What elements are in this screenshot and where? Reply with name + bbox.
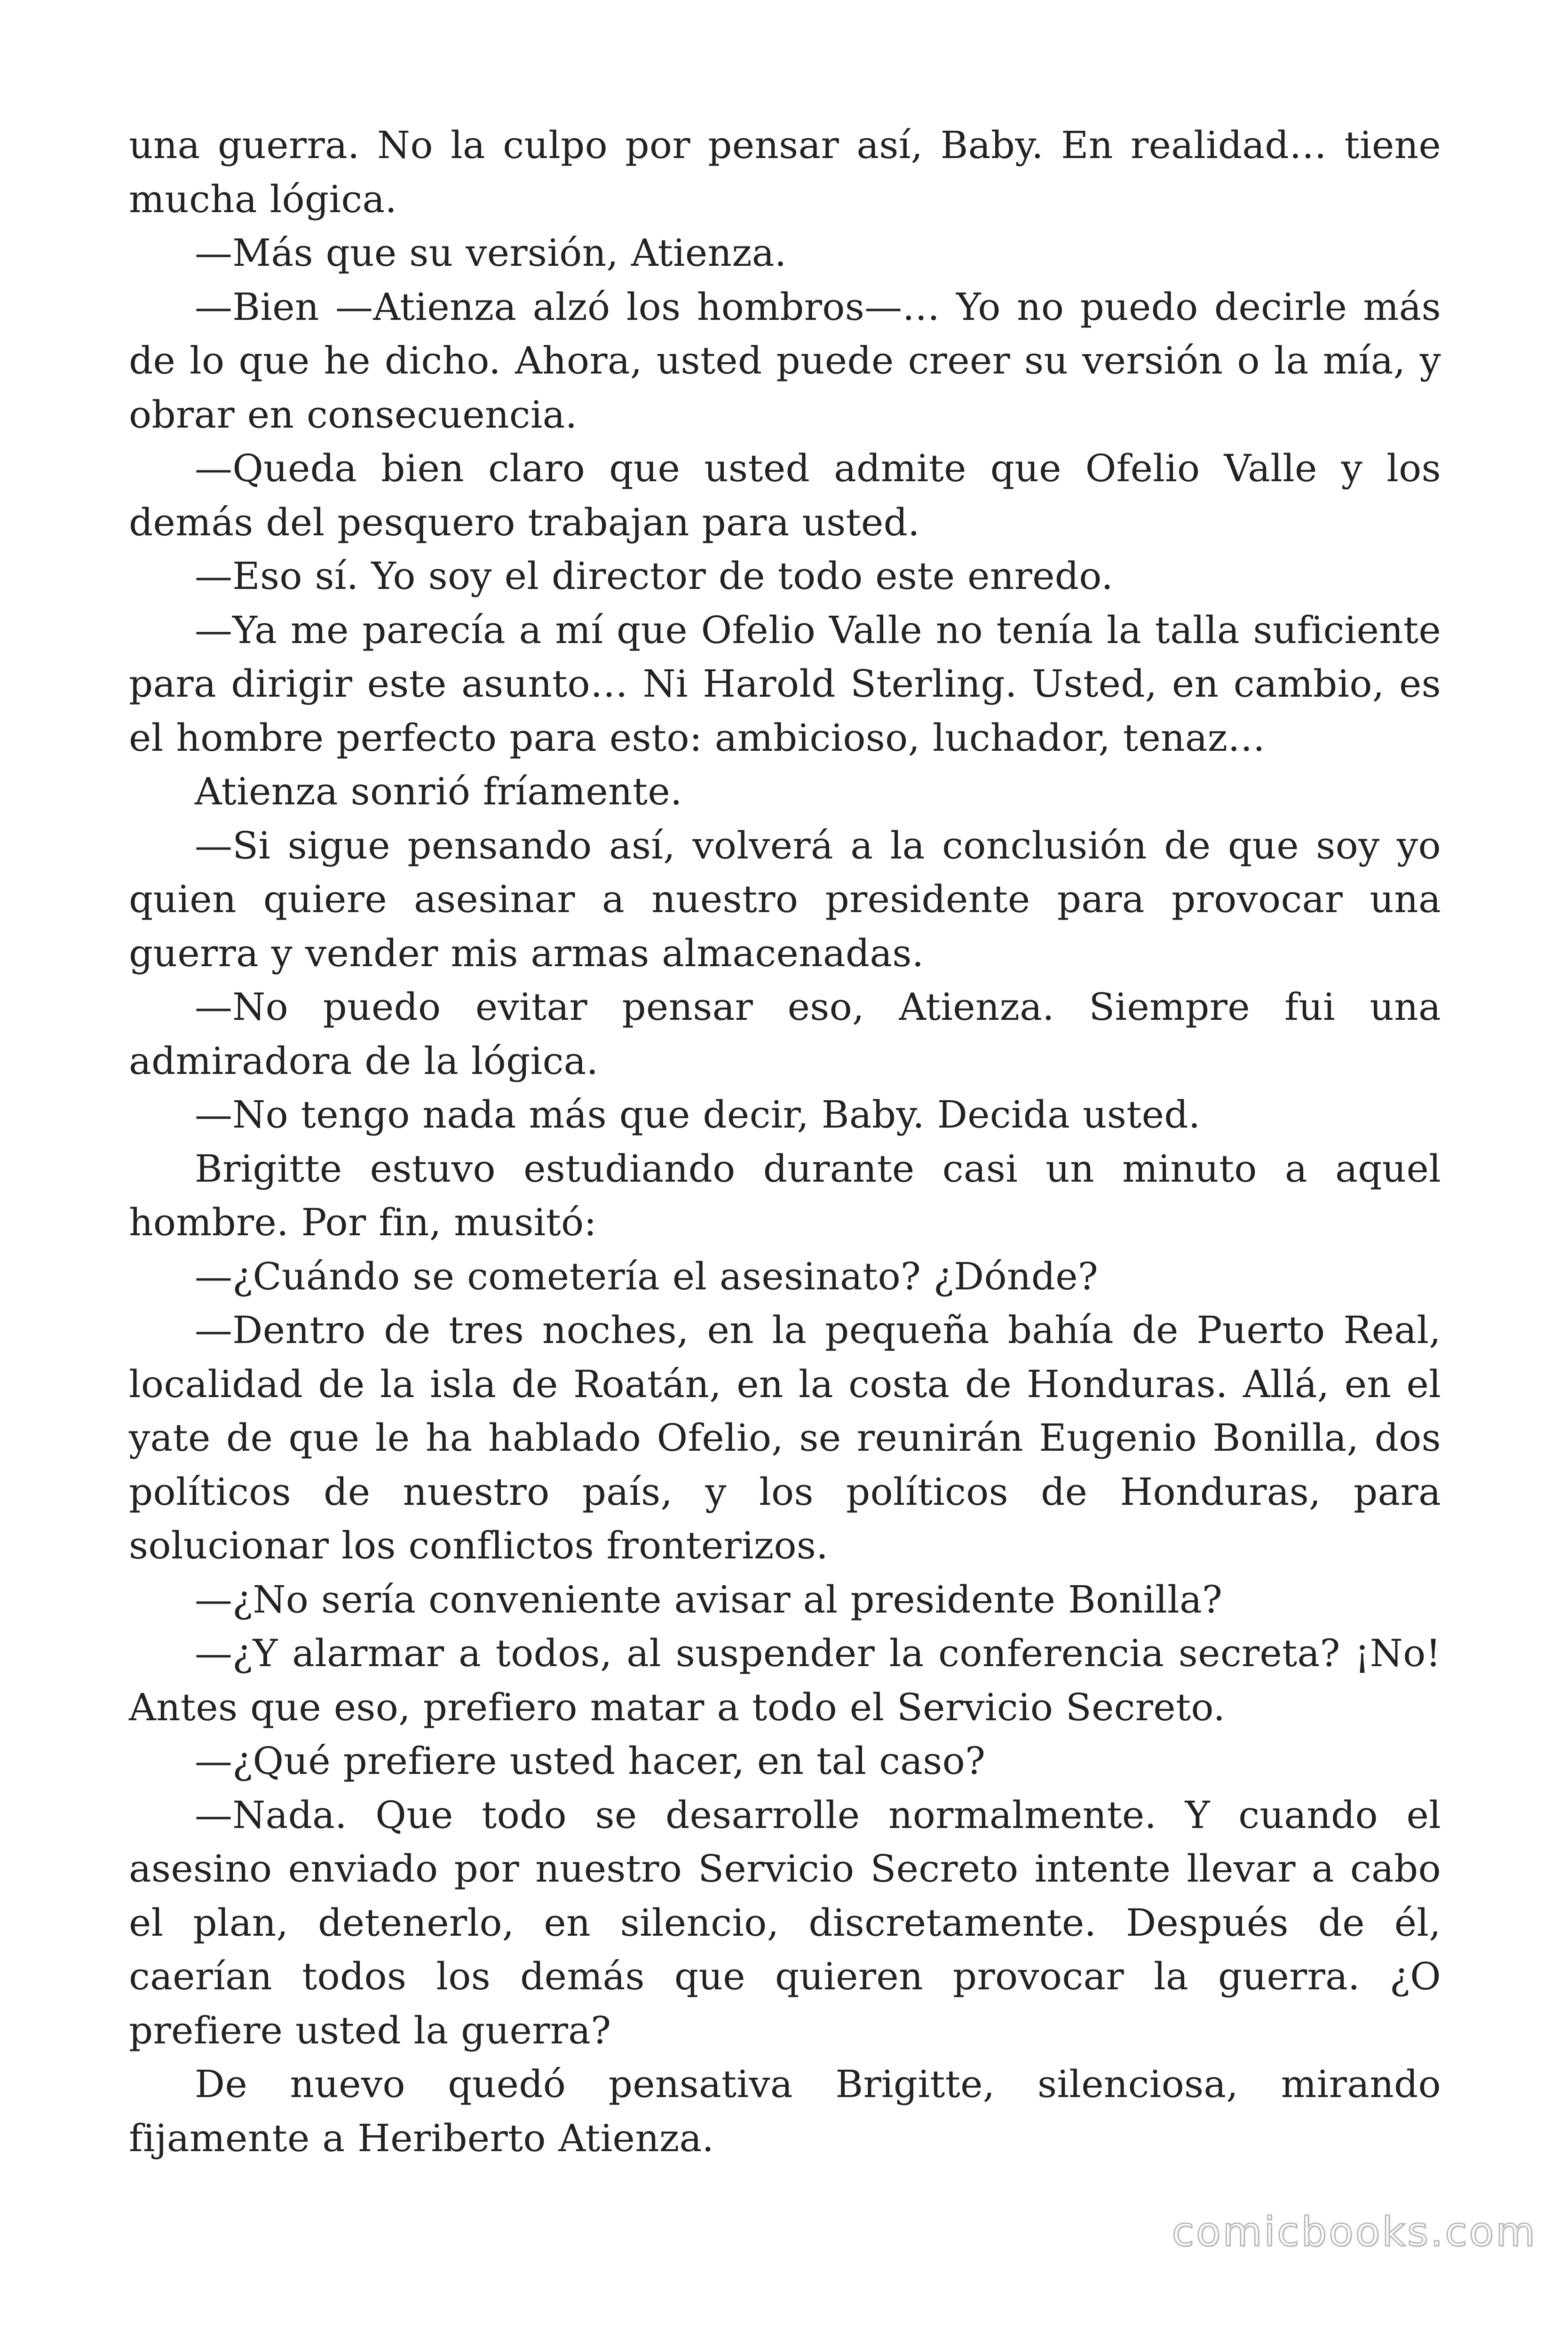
paragraph-11: Brigitte estuvo estudiando durante casi un minuto a aquel hombre. Por fin, musitó:: [129, 1146, 1441, 1244]
paragraph-13: —Dentro de tres noches, en la pequeña bahía de Puerto Real, localidad de la isla de Roatán, en la costa de Honduras. Allá, en el yate de que le ha hablado Ofelio, se reunirán Eugenio Bonilla, dos políticos de nuestro país, y los políticos de Honduras, para solucionar los conflictos fronterizos.: [129, 1308, 1441, 1567]
paragraph-6: —Ya me parecía a mí que Ofelio Valle no tenía la talla suficiente para dirigir este asunto… Ni Harold Sterling. Usted, en cambio, es el hombre perfecto para esto: ambicioso, luchador, tenaz…: [129, 608, 1441, 760]
paragraph-5: —Eso sí. Yo soy el director de todo este enredo.: [195, 554, 1114, 598]
paragraph-18: De nuevo quedó pensativa Brigitte, silenciosa, mirando fijamente a Heriberto Atienza.: [129, 2062, 1441, 2160]
paragraph-15: —¿Y alarmar a todos, al suspender la conferencia secreta? ¡No! Antes que eso, prefiero matar a todo el Servicio Secreto.: [129, 1631, 1441, 1729]
paragraph-17: —Nada. Que todo se desarrolle normalmente. Y cuando el asesino enviado por nuestro Servicio Secreto intente llevar a cabo el plan, detenerlo, en silencio, discretamente. Después de él, caerían todos los demás que quieren provocar la guerra. ¿O prefiere usted la guerra?: [129, 1793, 1441, 2052]
paragraph-4: —Queda bien claro que usted admite que Ofelio Valle y los demás del pesquero trabajan para usted.: [129, 446, 1441, 544]
paragraph-16: —¿Qué prefiere usted hacer, en tal caso?: [195, 1739, 986, 1783]
page-text: [129, 119, 1441, 2165]
paragraph-14: —¿No sería conveniente avisar al presidente Bonilla?: [195, 1577, 1223, 1621]
watermark: comicbooks.com: [1172, 2209, 1537, 2256]
paragraph-10: —No tengo nada más que decir, Baby. Decida usted.: [195, 1093, 1201, 1136]
paragraph-3: —Bien —Atienza alzó los hombros—… Yo no puedo decirle más de lo que he dicho. Ahora, usted puede creer su versión o la mía, y obrar en consecuencia.: [129, 285, 1441, 437]
paragraph-7: Atienza sonrió fríamente.: [195, 770, 682, 813]
paragraph-12: —¿Cuándo se cometería el asesinato? ¿Dónde?: [195, 1254, 1099, 1298]
paragraph-9: —No puedo evitar pensar eso, Atienza. Siempre fui una admiradora de la lógica.: [129, 985, 1441, 1083]
paragraph-8: —Si sigue pensando así, volverá a la conclusión de que soy yo quien quiere asesinar a nuestro presidente para provocar una guerra y vender mis armas almacenadas.: [129, 823, 1441, 975]
paragraph-2: —Más que su versión, Atienza.: [195, 231, 787, 275]
paragraph-1: una guerra. No la culpo por pensar así, Baby. En realidad… tiene mucha lógica.: [129, 123, 1441, 221]
